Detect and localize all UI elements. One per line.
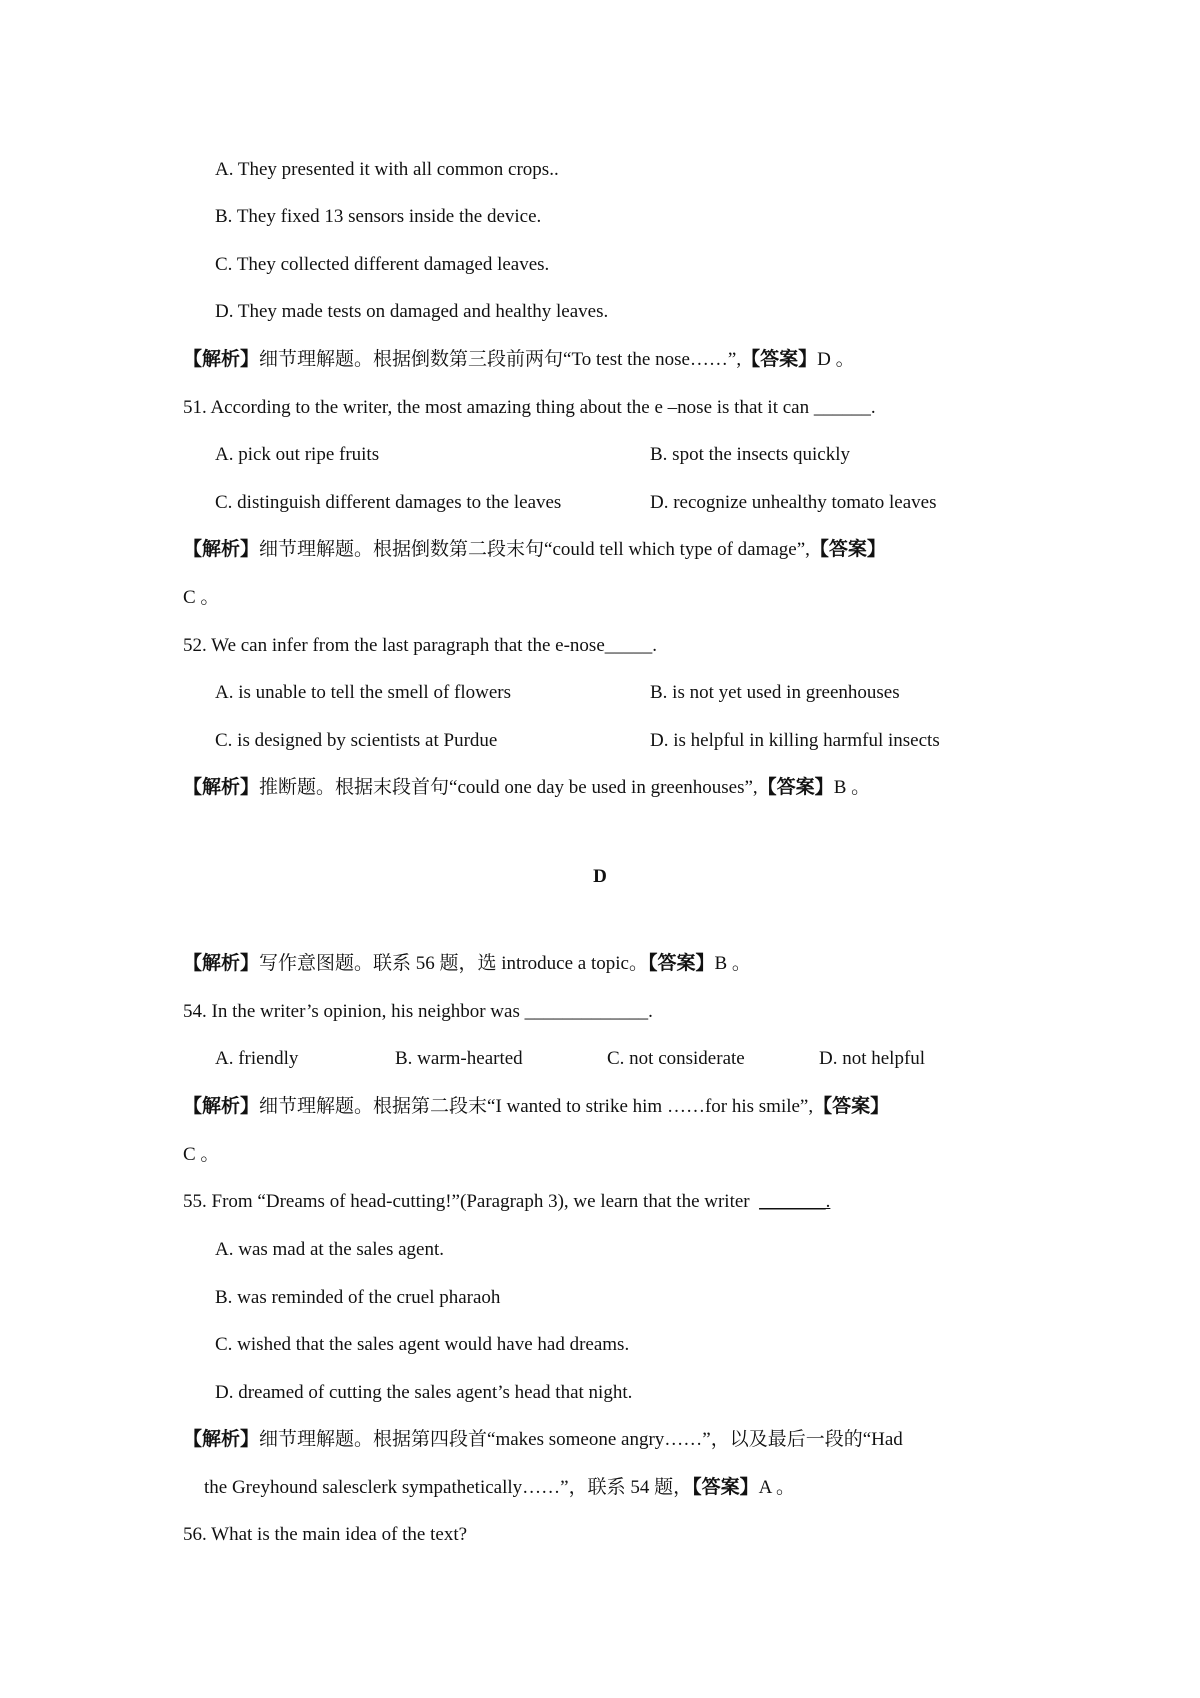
answer-value: C 。 bbox=[183, 1144, 220, 1165]
analysis-tag: 【解析】 bbox=[183, 777, 260, 798]
answer-tag: 【答案】 bbox=[647, 953, 715, 974]
analysis-55 bbox=[183, 1428, 903, 1452]
analysis-50 bbox=[183, 348, 855, 372]
answer-tag: 【答案】 bbox=[757, 777, 834, 798]
analysis-text: 细节理解题。根据第二段末“I wanted to strike him ……for his smile”, bbox=[259, 1096, 814, 1117]
option-a: A. is unable to tell the smell of flowers bbox=[215, 682, 512, 703]
option-text: C. wished that the sales agent would have had dreams. bbox=[215, 1334, 630, 1355]
analysis-tag: 【解析】 bbox=[183, 349, 260, 370]
answer-value: A 。 bbox=[758, 1477, 796, 1498]
answer-blank: _______. bbox=[759, 1191, 831, 1212]
analysis-54 bbox=[183, 1095, 889, 1119]
option-c: C. distinguish different damages to the leaves bbox=[215, 492, 562, 513]
question-56: 56. What is the main idea of the text? bbox=[183, 1524, 468, 1545]
section-heading: D bbox=[593, 866, 607, 887]
option-b: B. warm-hearted bbox=[395, 1048, 523, 1069]
analysis-55-continued bbox=[204, 1476, 795, 1500]
analysis-text: the Greyhound salesclerk sympathetically……”，联系 54 题， bbox=[204, 1477, 693, 1498]
question-54: 54. In the writer’s opinion, his neighbor was _____________. bbox=[183, 1001, 653, 1022]
option-text: A. was mad at the sales agent. bbox=[215, 1239, 444, 1260]
analysis-51 bbox=[183, 538, 886, 562]
option-text: C. They collected different damaged leaves. bbox=[215, 254, 550, 275]
analysis-text: 细节理解题。根据第四段首“makes someone angry……”，以及最后一段的“Had bbox=[259, 1429, 903, 1450]
analysis-text: 细节理解题。根据倒数第二段末句“could tell which type of damage”, bbox=[259, 539, 810, 560]
option-c: C. not considerate bbox=[607, 1048, 745, 1069]
question-51: 51. According to the writer, the most amazing thing about the e –nose is that it can ______. bbox=[183, 397, 876, 418]
analysis-text: 推断题。根据末段首句“could one day be used in greenhouses”, bbox=[259, 777, 758, 798]
question-stem: 55. From “Dreams of head-cutting!”(Paragraph 3), we learn that the writer bbox=[183, 1191, 750, 1212]
option-text: B. was reminded of the cruel pharaoh bbox=[215, 1287, 501, 1308]
option-text: A. They presented it with all common crops.. bbox=[215, 159, 559, 180]
analysis-text: 写作意图题。联系 56 题，选 introduce a topic。 bbox=[259, 953, 648, 974]
option-text: D. dreamed of cutting the sales agent’s head that night. bbox=[215, 1382, 633, 1403]
answer-tag: 【答案】 bbox=[692, 1477, 759, 1498]
analysis-tag: 【解析】 bbox=[183, 1096, 260, 1117]
answer-tag: 【答案】 bbox=[809, 539, 886, 560]
option-b: B. spot the insects quickly bbox=[650, 444, 851, 465]
option-d: D. is helpful in killing harmful insects bbox=[650, 730, 940, 751]
question-52: 52. We can infer from the last paragraph that the e-nose_____. bbox=[183, 635, 658, 656]
answer-value: B 。 bbox=[833, 777, 871, 798]
answer-value: C 。 bbox=[183, 587, 220, 608]
analysis-tag: 【解析】 bbox=[183, 953, 260, 974]
answer-value: B 。 bbox=[714, 953, 751, 974]
answer-tag: 【答案】 bbox=[813, 1096, 890, 1117]
question-55 bbox=[183, 1190, 830, 1214]
option-b: B. is not yet used in greenhouses bbox=[650, 682, 900, 703]
answer-tag: 【答案】 bbox=[741, 349, 818, 370]
analysis-53 bbox=[183, 952, 751, 976]
option-d: D. recognize unhealthy tomato leaves bbox=[650, 492, 937, 513]
option-text: D. They made tests on damaged and healthy leaves. bbox=[215, 301, 609, 322]
option-text: B. They fixed 13 sensors inside the device. bbox=[215, 206, 542, 227]
option-c: C. is designed by scientists at Purdue bbox=[215, 730, 498, 751]
option-a: A. pick out ripe fruits bbox=[215, 444, 380, 465]
analysis-52 bbox=[183, 776, 870, 800]
option-a: A. friendly bbox=[215, 1048, 299, 1069]
analysis-tag: 【解析】 bbox=[183, 1429, 260, 1450]
analysis-tag: 【解析】 bbox=[183, 539, 260, 560]
answer-value: D 。 bbox=[817, 349, 855, 370]
analysis-text: 细节理解题。根据倒数第三段前两句“To test the nose……”, bbox=[259, 349, 742, 370]
option-d: D. not helpful bbox=[819, 1048, 926, 1069]
